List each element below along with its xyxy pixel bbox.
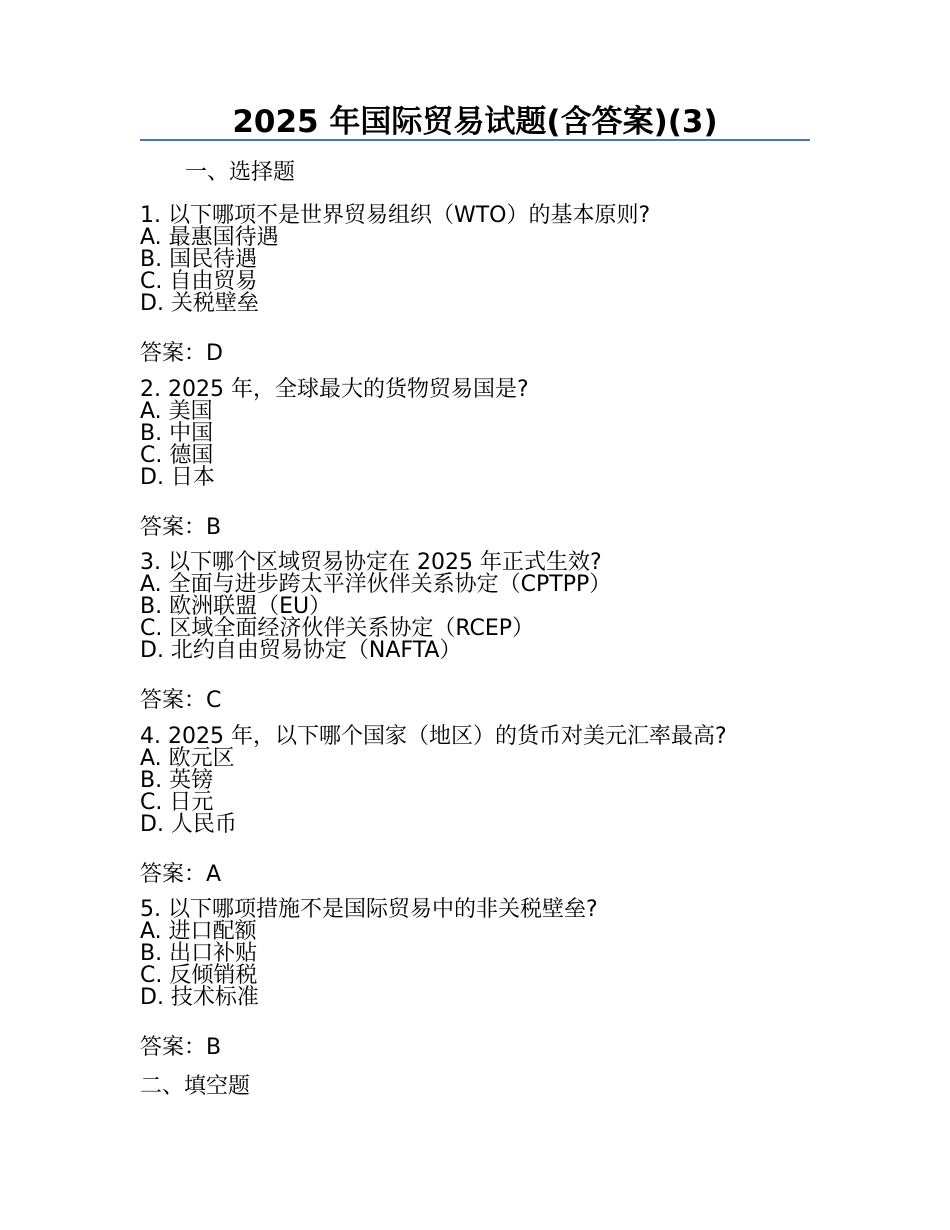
option-c: C. 区域全面经济伙伴关系协定（RCEP）: [140, 616, 535, 641]
question-text: 5. 以下哪项措施不是国际贸易中的非关税壁垒?: [140, 897, 598, 922]
document-title: 2025 年国际贸易试题(含答案)(3): [232, 104, 718, 140]
option-d: D. 关税壁垒: [140, 291, 259, 316]
option-b: B. 出口补贴: [140, 941, 258, 966]
option-a: A. 最惠国待遇: [140, 225, 279, 250]
option-b: B. 欧洲联盟（EU）: [140, 594, 332, 619]
section-heading-multiple-choice: 一、选择题: [185, 160, 296, 185]
option-a: A. 进口配额: [140, 919, 257, 944]
question-3: [140, 552, 920, 714]
option-b: B. 中国: [140, 421, 214, 446]
answer: 答案：B: [140, 1035, 222, 1060]
question-2: [140, 379, 920, 541]
option-a: A. 欧元区: [140, 746, 235, 771]
option-d: D. 日本: [140, 465, 215, 490]
section-heading-fill-in-blank: 二、填空题: [140, 1074, 251, 1099]
question-text: 2. 2025 年，全球最大的货物贸易国是?: [140, 377, 529, 402]
answer: 答案：B: [140, 515, 222, 540]
option-b: B. 英镑: [140, 768, 214, 793]
option-c: C. 自由贸易: [140, 269, 258, 294]
question-text: 1. 以下哪项不是世界贸易组织（WTO）的基本原则?: [140, 203, 651, 228]
answer: 答案：A: [140, 862, 222, 887]
option-b: B. 国民待遇: [140, 247, 258, 272]
option-a: A. 美国: [140, 399, 213, 424]
option-a: A. 全面与进步跨太平洋伙伴关系协定（CPTPP）: [140, 572, 612, 597]
question-5: [140, 899, 920, 1061]
option-c: C. 反倾销税: [140, 963, 258, 988]
question-1: [140, 205, 920, 367]
question-text: 4. 2025 年，以下哪个国家（地区）的货币对美元汇率最高?: [140, 724, 727, 749]
answer: 答案：D: [140, 341, 223, 366]
option-d: D. 技术标准: [140, 985, 259, 1010]
option-d: D. 人民币: [140, 812, 237, 837]
answer: 答案：C: [140, 688, 222, 713]
question-4: [140, 726, 920, 888]
option-c: C. 德国: [140, 443, 214, 468]
option-c: C. 日元: [140, 790, 214, 815]
question-text: 3. 以下哪个区域贸易协定在 2025 年正式生效?: [140, 550, 602, 575]
option-d: D. 北约自由贸易协定（NAFTA）: [140, 638, 462, 663]
title-underline: [140, 139, 810, 141]
